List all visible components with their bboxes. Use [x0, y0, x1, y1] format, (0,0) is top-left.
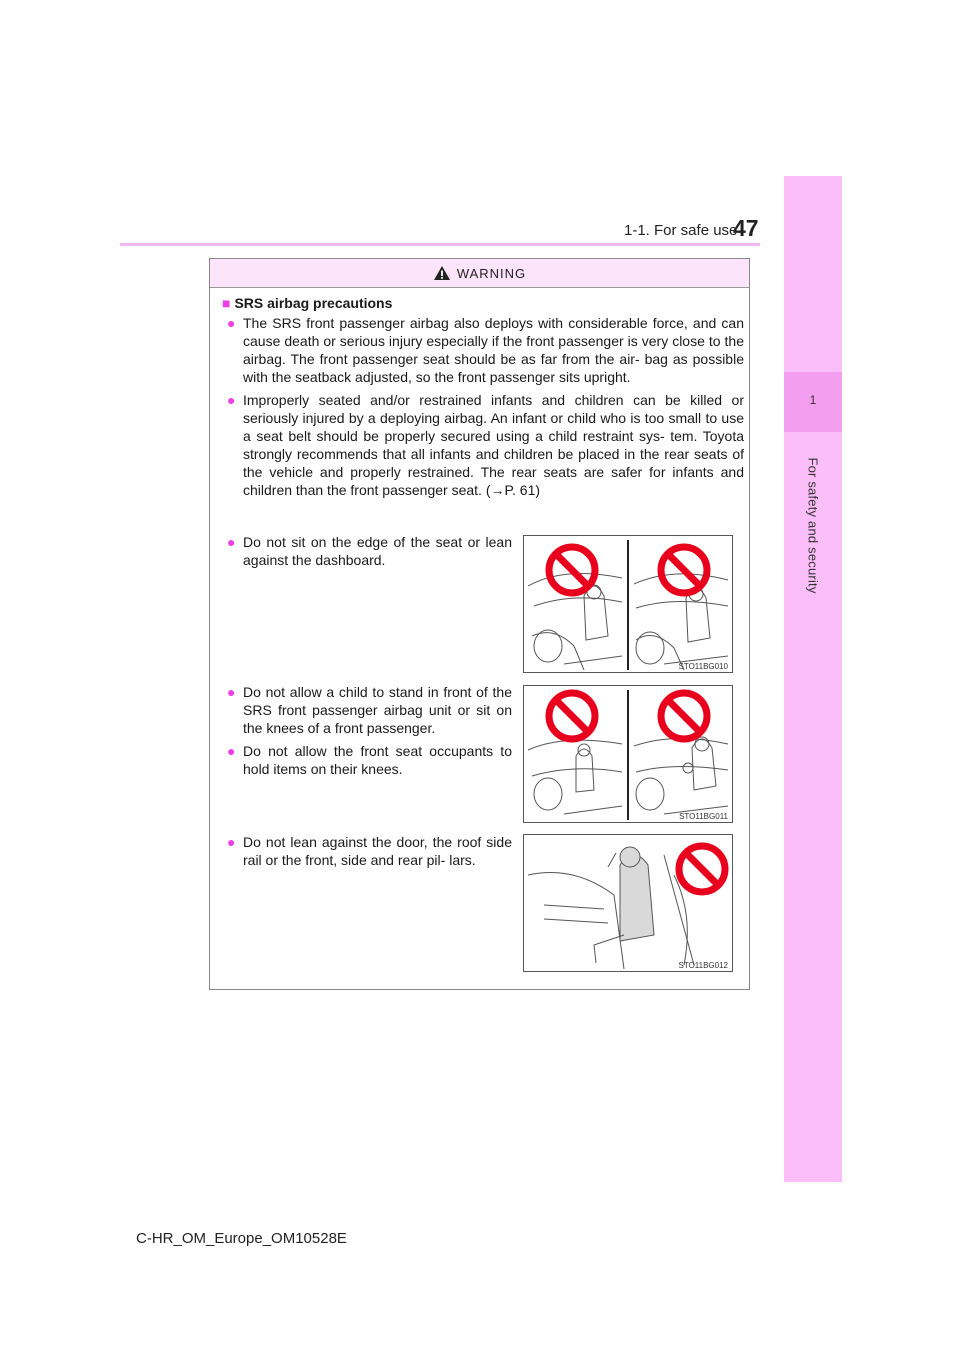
warning-item-row: [222, 833, 512, 874]
image-code: STO11BG010: [678, 662, 728, 671]
chapter-number: 1: [809, 393, 817, 407]
warning-item: [222, 683, 512, 737]
illustration-sitting-edge: [523, 535, 733, 673]
warning-item: [222, 391, 744, 499]
prohibition-icon: [661, 693, 707, 739]
warning-item: [222, 314, 744, 386]
bullet-icon: ●: [227, 315, 236, 331]
illustration-drawing: [524, 835, 732, 971]
warning-item: [222, 833, 512, 869]
bullet-icon: ●: [227, 684, 236, 700]
image-code: STO11BG012: [678, 961, 728, 970]
prohibition-icon: [661, 547, 707, 593]
bullet-icon: ●: [227, 834, 236, 850]
item-text: The SRS front passenger airbag also deploys with considerable force, and can cause death or serious injury especially if the front passenger is very close to the airbag. The front passenger seat should be as far from the air- bag as possible with the seatback adjusted, so the front passenger sits upright.: [243, 315, 744, 385]
prohibition-icon: [679, 846, 725, 892]
header-rule: [120, 243, 760, 246]
warning-icon: [433, 265, 451, 281]
warning-header: [210, 259, 749, 288]
warning-item-row: [222, 533, 512, 574]
illustration-leaning-door: [523, 834, 733, 972]
chapter-title: For safety and security: [805, 457, 821, 594]
warning-item: [222, 533, 512, 569]
illustration-drawing: [524, 536, 732, 672]
warning-label: WARNING: [456, 265, 527, 281]
item-text: Do not sit on the edge of the seat or lean against the dashboard.: [243, 534, 512, 568]
section-heading: ■ SRS airbag precautions: [222, 295, 393, 311]
item-text: Do not allow the front seat occupants to hold items on their knees.: [243, 743, 512, 777]
bullet-icon: ●: [227, 534, 236, 550]
warning-item-row: [222, 683, 512, 783]
warning-box: [209, 258, 750, 990]
warning-item: [222, 742, 512, 778]
bullet-icon: ●: [227, 743, 236, 759]
image-code: STO11BG011: [679, 812, 728, 821]
document-id: C-HR_OM_Europe_OM10528E: [136, 1230, 347, 1247]
page-number: 47: [733, 215, 759, 241]
item-text: Improperly seated and/or restrained infants and children can be killed or seriously injured by a deploying airbag. An infant or child who is too small to use a seat belt should be properly secured using a child restraint sys- tem. Toyota strongly recommends that all infants and children be placed in the rear seats of the vehicle and properly restrained. The rear seats are safer for infants and children than the front passenger seat. (→P. 61): [243, 392, 744, 498]
item-text: Do not allow a child to stand in front of the SRS front passenger airbag unit or sit on the knees of a front passenger.: [243, 684, 512, 736]
warning-body: [222, 295, 744, 504]
illustration-child-airbag: [523, 685, 733, 823]
section-header: 1-1. For safe use: [624, 222, 738, 239]
square-bullet-icon: ■: [222, 295, 231, 311]
bullet-icon: ●: [227, 392, 236, 408]
prohibition-icon: [549, 547, 595, 593]
prohibition-icon: [549, 693, 595, 739]
item-text: Do not lean against the door, the roof side rail or the front, side and rear pil- lars.: [243, 834, 512, 868]
chapter-side-tab: [784, 176, 842, 1182]
illustration-drawing: [524, 686, 732, 822]
